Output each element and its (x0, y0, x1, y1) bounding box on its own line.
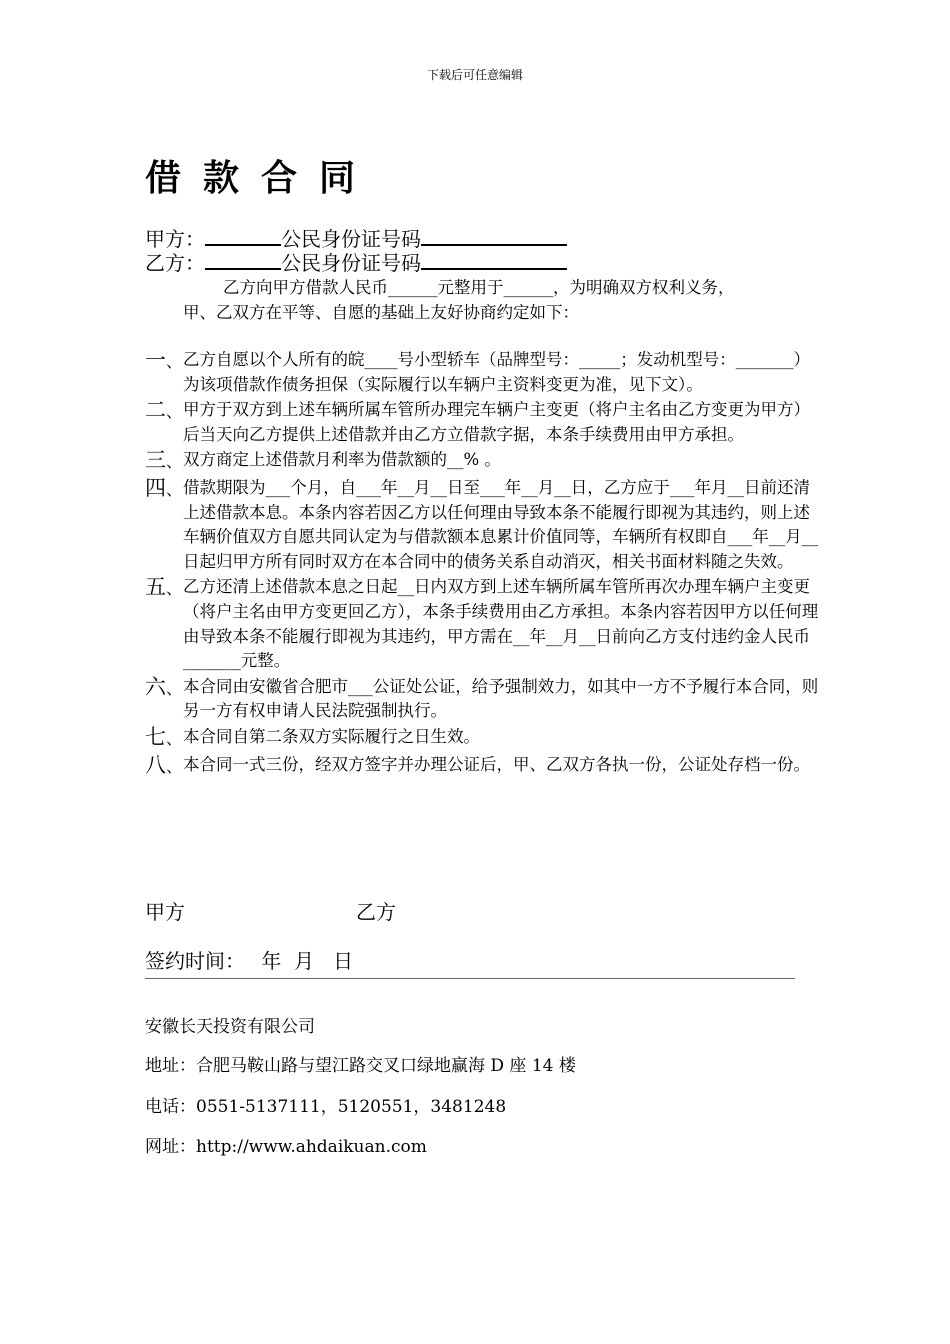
clause-6: 六、 本合同由安徽省合肥市___公证处公证，给予强制效力，如其中一方不予履行本合同，则另一方有权申请人民法院强制执行。 (145, 675, 825, 724)
signature-party-a: 甲方 (145, 900, 185, 924)
header-note: 下载后可任意编辑 (426, 68, 523, 82)
company-website: 网址：http://www.ahdaikuan.com (145, 1137, 427, 1157)
document-title: 借款合同 (145, 158, 378, 199)
signature-party-b: 乙方 (356, 900, 396, 924)
party-a-line (145, 226, 567, 251)
party-a-name-blank (205, 226, 281, 246)
clause-7: 七、 本合同自第二条双方实际履行之日生效。 (145, 725, 825, 752)
clause-3: 三、 双方商定上述借款月利率为借款额的__% 。 (145, 448, 825, 475)
clause-number: 四 (145, 475, 166, 500)
clause-5: 五、 乙方还清上述借款本息之日起__日内双方到上述车辆所属车管所再次办理车辆户主变更（将户主名由甲方变更回乙方），本条手续费用由乙方承担。本条内容若因甲方以任何理由导致本条不能履行即视为其违约，甲方需在__年__月__日前向乙方支付违约金人民币_______元整。 (145, 575, 825, 673)
party-a-label: 甲方： (145, 227, 205, 251)
divider (145, 978, 795, 979)
clause-text: 借款期限为___个月，自___年__月__日至___年__月__日，乙方应于___年月__日前还清上述借款本息。本条内容若因乙方以任何理由导致本条不能履行即视为其违约，则上述车辆价值双方自愿共同认定为与借款额本息累计价值同等，车辆所有权即自___年__月__日起归甲方所有同时双方在本合同中的债务关系自动消灭，相关书面材料随之失效。 (183, 477, 819, 571)
intro-line-1: 乙方向甲方借款人民币______元整用于______，为明确双方权利义务， (223, 278, 735, 297)
clause-number: 八 (145, 752, 166, 777)
clause-text: 乙方还清上述借款本息之日起__日内双方到上述车辆所属车管所再次办理车辆户主变更（将户主名由甲方变更回乙方），本条手续费用由乙方承担。本条内容若因甲方以任何理由导致本条不能履行即视为其违约，甲方需在__年__月__日前向乙方支付违约金人民币_______元整。 (183, 577, 819, 671)
company-phone: 电话：0551-5137111，5120551，3481248 (145, 1097, 507, 1117)
clause-text: 本合同自第二条双方实际履行之日生效。 (183, 726, 480, 746)
clause-text: 乙方自愿以个人所有的皖____号小型轿车（品牌型号：_____；发动机型号：_______）为该项借款作债务担保（实际履行以车辆户主资料变更为准，见下文）。 (183, 350, 810, 394)
clause-number: 二 (145, 398, 166, 423)
intro-paragraph (183, 275, 823, 325)
party-b-name-blank (205, 250, 281, 270)
clause-8: 八、 本合同一式三份，经双方签字并办理公证后，甲、乙双方各执一份，公证处存档一份。 (145, 753, 825, 780)
clause-number: 一 (145, 348, 166, 372)
intro-line-2: 甲、乙双方在平等、自愿的基础上友好协商约定如下： (183, 303, 579, 322)
clause-number: 三 (145, 448, 166, 473)
clause-2: 二、 甲方于双方到上述车辆所属车管所办理完车辆户主变更（将户主名由乙方变更为甲方）后当天向乙方提供上述借款并由乙方立借款字据，本条手续费用由甲方承担。 (145, 398, 825, 447)
clause-list (145, 348, 825, 780)
clause-text: 双方商定上述借款月利率为借款额的__% 。 (183, 450, 501, 470)
signature-date: 签约时间： 年 月 日 (145, 949, 354, 973)
company-name: 安徽长天投资有限公司 (145, 1017, 315, 1037)
clause-number: 五 (145, 575, 166, 600)
clause-1: 一、 乙方自愿以个人所有的皖____号小型轿车（品牌型号：_____；发动机型号：_______）为该项借款作债务担保（实际履行以车辆户主资料变更为准，见下文）。 (145, 348, 825, 397)
company-address: 地址：合肥马鞍山路与望江路交叉口绿地赢海 D 座 14 楼 (145, 1056, 576, 1076)
clause-4: 四、 借款期限为___个月，自___年__月__日至___年__月__日，乙方应于___年月__日前还清上述借款本息。本条内容若因乙方以任何理由导致本条不能履行即视为其违约，则上述车辆价值双方自愿共同认定为与借款额本息累计价值同等，车辆所有权即自___年__月__日起归甲方所有同时双方在本合同中的债务关系自动消灭，相关书面材料随之失效。 (145, 476, 825, 574)
clause-text: 本合同一式三份，经双方签字并办理公证后，甲、乙双方各执一份，公证处存档一份。 (183, 754, 810, 774)
party-b-line (145, 250, 567, 275)
clause-number: 六 (145, 674, 166, 699)
party-b-label: 乙方： (145, 251, 205, 275)
clause-text: 本合同由安徽省合肥市___公证处公证，给予强制效力，如其中一方不予履行本合同，则另一方有权申请人民法院强制执行。 (183, 676, 819, 721)
party-a-id-label: 公民身份证号码 (281, 227, 421, 251)
party-b-id-blank (421, 250, 567, 270)
party-b-id-label: 公民身份证号码 (281, 251, 421, 275)
party-a-id-blank (421, 226, 567, 246)
clause-text: 甲方于双方到上述车辆所属车管所办理完车辆户主变更（将户主名由乙方变更为甲方）后当天向乙方提供上述借款并由乙方立借款字据，本条手续费用由甲方承担。 (183, 400, 810, 444)
clause-number: 七 (145, 724, 166, 749)
